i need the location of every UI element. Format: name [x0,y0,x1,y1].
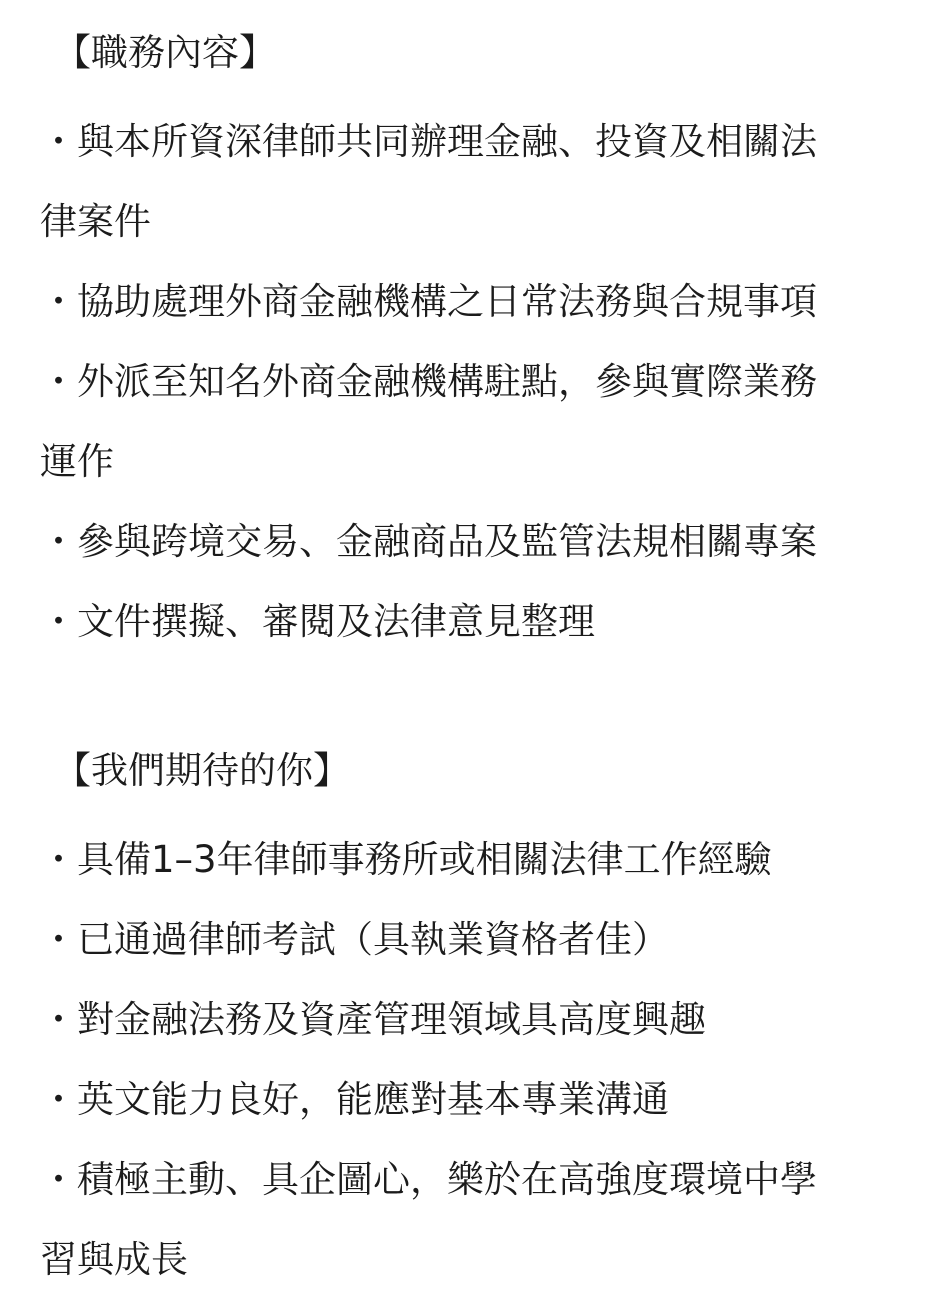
list-item [40,102,890,262]
list-item-line: ・參與跨境交易、金融商品及監管法規相關專案 [40,520,817,563]
duties-section [40,24,903,662]
expectations-heading: 【我們期待的你】 [54,749,350,792]
list-item-line: ・積極主動、具企圖心，樂於在高強度環境中學 [40,1158,817,1201]
list-item-line: 律案件 [40,200,151,243]
list-item-line: 運作 [40,440,114,483]
list-item-line: ・具備1–3年律師事務所或相關法律工作經驗 [40,838,772,881]
list-item-line: ・已通過律師考試（具執業資格者佳） [40,918,669,961]
list-item-line: ・對金融法務及資產管理領域具高度興趣 [40,998,706,1041]
list-item-line: ・協助處理外商金融機構之日常法務與合規事項 [40,280,817,323]
list-item [40,582,890,662]
list-item [40,502,890,582]
list-item-line: ・文件撰擬、審閱及法律意見整理 [40,600,595,643]
duties-heading: 【職務內容】 [54,31,276,74]
section-spacer [40,662,903,742]
expectations-section [40,742,903,1300]
list-item [40,262,890,342]
list-item-line: ・英文能力良好，能應對基本專業溝通 [40,1078,669,1121]
list-item-line: 習與成長 [40,1238,188,1281]
list-item [40,1060,890,1140]
list-item [40,820,890,900]
list-item [40,342,890,502]
list-item [40,900,890,980]
list-item [40,1140,890,1300]
list-item [40,980,890,1060]
list-item-line: ・與本所資深律師共同辦理金融、投資及相關法 [40,120,817,163]
list-item-line: ・外派至知名外商金融機構駐點，參與實際業務 [40,360,817,403]
